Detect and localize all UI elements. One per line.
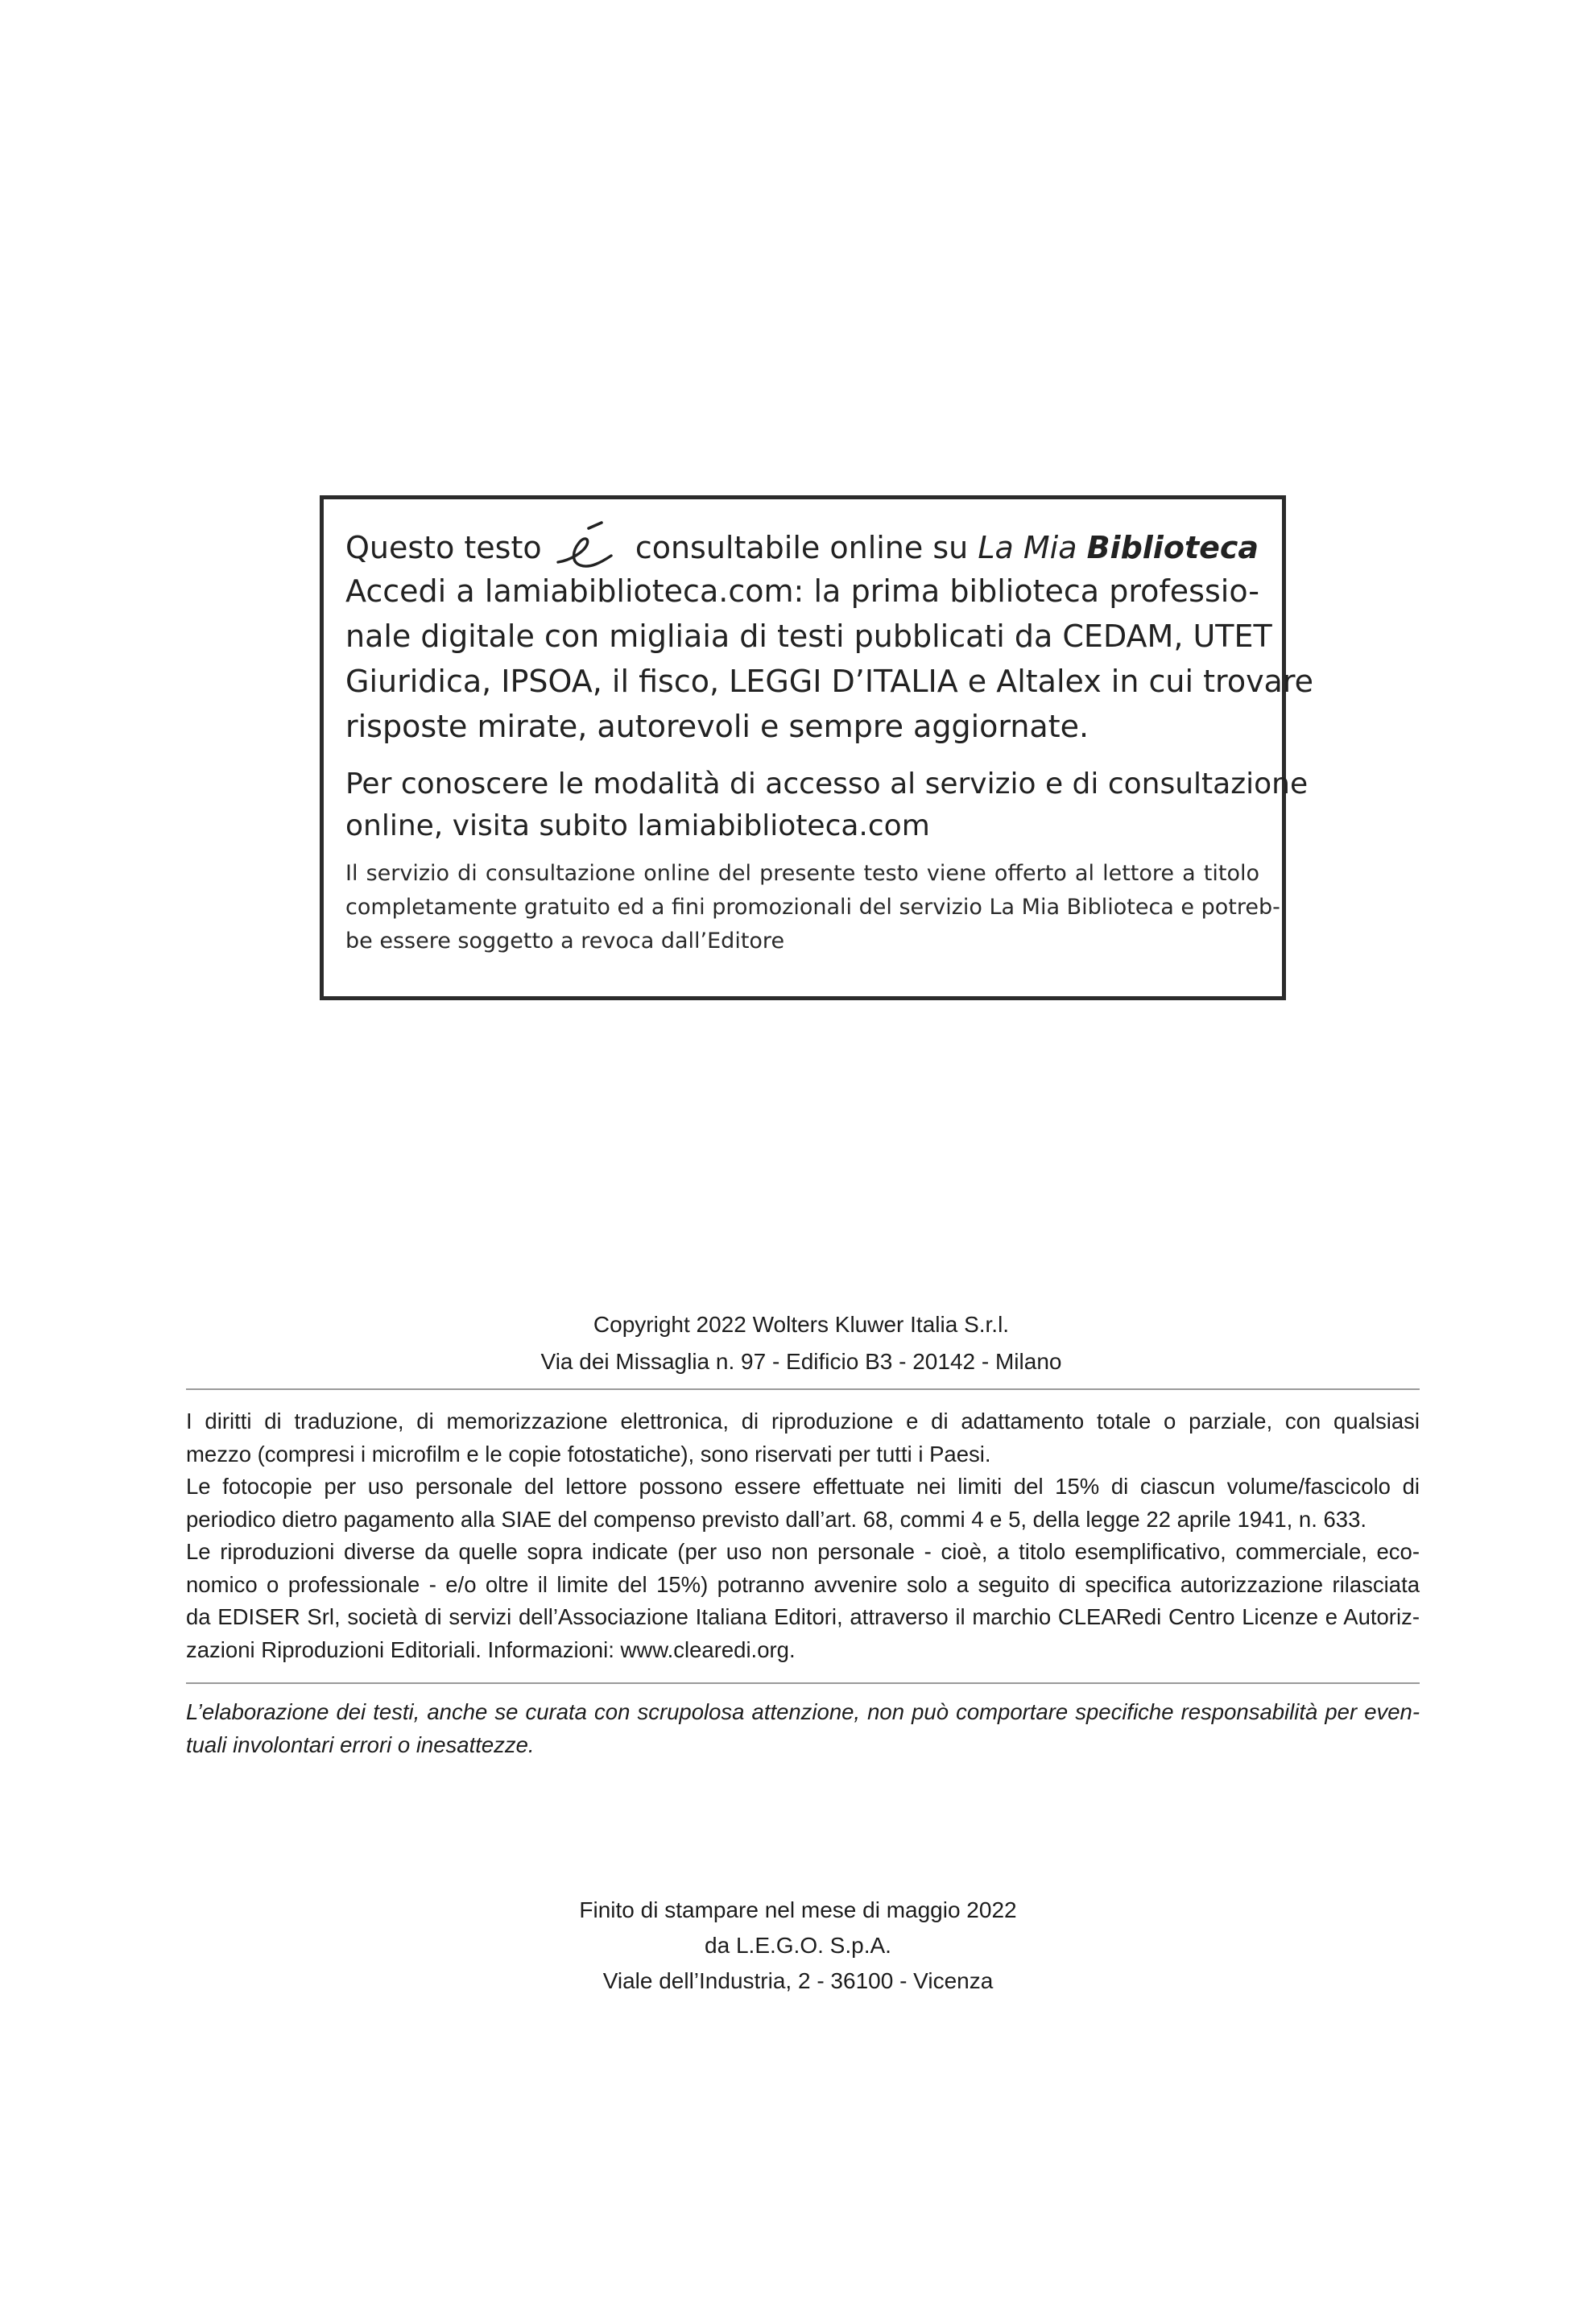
disclaimer-line: tuali involontari errori o inesattezze. — [186, 1731, 535, 1757]
notice-description — [345, 569, 1314, 749]
online-access-notice — [320, 495, 1314, 1000]
copyright-line: Copyright 2022 Wolters Kluwer Italia S.r.l. — [593, 1312, 1010, 1337]
brand-name-light: La Mia — [978, 530, 1077, 565]
publisher-address: Via dei Missaglia n. 97 - Edificio B3 - 20142 - Milano — [540, 1349, 1062, 1374]
notice-fine-print-line: Il servizio di consultazione online del presente testo viene offerto al lettore a titolo — [345, 861, 1259, 886]
disclaimer-line: L’elaborazione dei testi, anche se curata con scrupolosa attenzione, non può comportare specifiche responsabilità per even- — [186, 1699, 1420, 1724]
notice-fine-print-line: completamente gratuito ed a fini promozionali del servizio La Mia Biblioteca e potreb- — [345, 895, 1280, 920]
notice-description-line: risposte mirate, autorevoli e sempre aggiornate. — [345, 709, 1089, 744]
rights-line: I diritti di traduzione, di memorizzazione elettronica, di riproduzione e di adattamento totale o parziale, con qualsiasi — [186, 1409, 1420, 1434]
rights-line: zazioni Riproduzioni Editoriali. Informazioni: www.clearedi.org. — [186, 1636, 796, 1662]
printing-date: Finito di stampare nel mese di maggio 2022 — [579, 1897, 1017, 1922]
notice-description-line: Accedi a lamiabiblioteca.com: la prima biblioteca professio- — [345, 573, 1259, 609]
brand-name-bold: Biblioteca — [1086, 530, 1259, 565]
notice-prefix: Questo testo — [345, 530, 542, 565]
rights-statement — [186, 1405, 1420, 1666]
notice-suffix: consultabile online su — [635, 530, 969, 565]
notice-access-info — [345, 763, 1309, 847]
printer-address: Viale dell’Industria, 2 - 36100 - Vicenza — [602, 1968, 994, 1993]
editorial-disclaimer — [186, 1696, 1420, 1761]
divider — [186, 1682, 1420, 1684]
rights-line: Le riproduzioni diverse da quelle sopra indicate (per uso non personale - cioè, a titolo esemplificativo, commerciale, eco- — [186, 1539, 1420, 1564]
notice-headline — [345, 527, 1259, 569]
printing-info — [0, 1893, 1596, 1999]
handwritten-e-logo — [552, 527, 626, 569]
notice-description-line: nale digitale con migliaia di testi pubblicati da CEDAM, UTET — [345, 619, 1272, 654]
notice-access-line: Per conoscere le modalità di accesso al servizio e di consultazione — [345, 767, 1309, 801]
notice-fine-print-line: be essere soggetto a revoca dall’Editore — [345, 929, 785, 954]
rights-line: nomico o professionale - e/o oltre il limite del 15%) potranno avvenire solo a seguito di specifica autorizzazione rilasciata — [186, 1571, 1420, 1597]
divider — [186, 1388, 1420, 1390]
notice-fine-print — [345, 857, 1280, 958]
rights-line: da EDISER Srl, società di servizi dell’Associazione Italiana Editori, attraverso il marchio CLEARedi Centro Licenze e Autoriz- — [186, 1604, 1420, 1629]
copyright-notice — [0, 1306, 1596, 1380]
notice-access-line: online, visita subito lamiabiblioteca.com — [345, 809, 930, 842]
rights-line: Le fotocopie per uso personale del lettore possono essere effettuate nei limiti del 15% di ciascun volume/fascicolo di — [186, 1474, 1420, 1499]
rights-line: mezzo (compresi i microfilm e le copie fotostatiche), sono riservati per tutti i Paesi. — [186, 1441, 991, 1467]
rights-line: periodico dietro pagamento alla SIAE del compenso previsto dall’art. 68, commi 4 e 5, della legge 22 aprile 1941, n. 633. — [186, 1506, 1367, 1532]
notice-description-line: Giuridica, IPSOA, il fisco, LEGGI D’ITALIA e Altalex in cui trovare — [345, 664, 1314, 699]
printer-name: da L.E.G.O. S.p.A. — [705, 1933, 891, 1958]
